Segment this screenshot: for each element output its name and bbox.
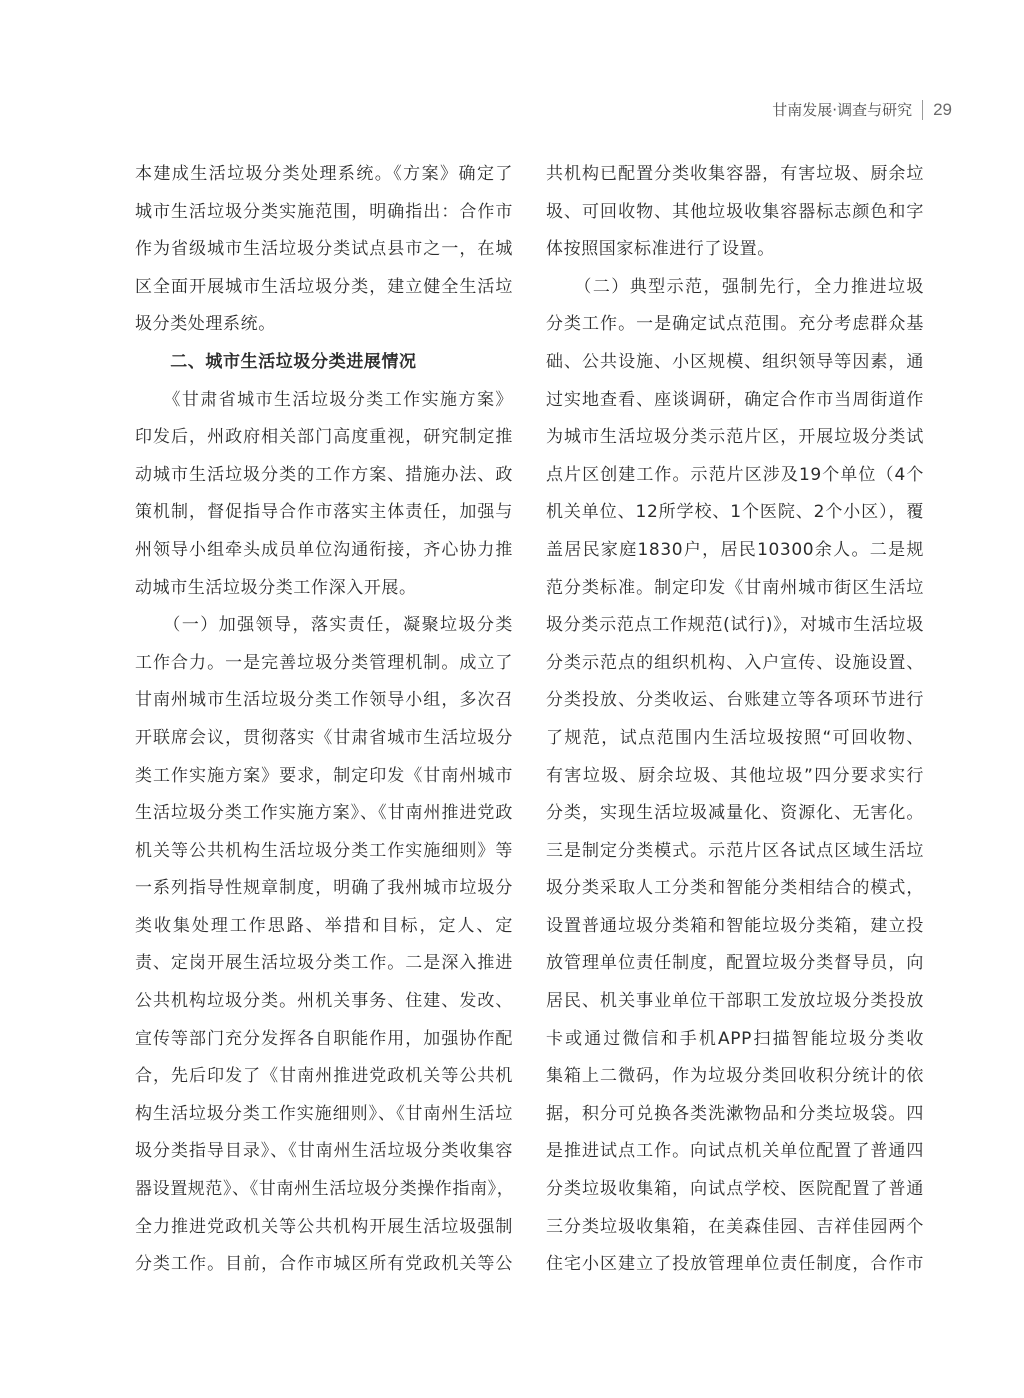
text-line: 区全面开展城市生活垃圾分类，建立健全生活垃 [135,276,513,297]
text-line: 器设置规范》、《甘南州生活垃圾分类操作指南》， [135,1179,515,1200]
text-line: （一）加强领导，落实责任，凝聚垃圾分类 [135,615,513,636]
text-line: 共机构已配置分类收集容器，有害垃圾、厨余垃 [546,164,924,184]
text-line: 三分类垃圾收集箱，在美森佳园、吉祥佳园两个 [546,1216,924,1237]
text-line: 圾分类指导目录》、《甘南州生活垃圾分类收集容 [135,1141,513,1162]
text-line: 圾分类处理系统。 [135,314,276,335]
text-line: 宣传等部门充分发挥各自职能作用，加强协作配 [135,1028,513,1049]
text-line: 放管理单位责任制度，配置垃圾分类督导员，向 [546,953,924,974]
text-line: 过实地查看、座谈调研，确定合作市当周街道作 [546,389,924,410]
running-title: 甘南发展·调查与研究 [772,101,913,119]
text-line: 开联席会议，贯彻落实《甘肃省城市生活垃圾分 [135,727,513,748]
text-line: 构生活垃圾分类工作实施细则》、《甘南州生活垃 [135,1103,513,1124]
text-line: 全力推进党政机关等公共机构开展生活垃圾强制 [135,1216,513,1237]
text-line: 州领导小组牵头成员单位沟通衔接，齐心协力推 [135,539,513,560]
text-line: 类收集处理工作思路、举措和目标，定人、定 [135,915,513,936]
text-line: 动城市生活垃圾分类工作深入开展。 [135,577,417,598]
text-line: 盖居民家庭1830户，居民10300余人。二是规 [546,539,924,560]
text-line: 圾、可回收物、其他垃圾收集容器标志颜色和字 [546,201,924,222]
section-heading: 二、城市生活垃圾分类进展情况 [135,351,417,372]
text-line: 点片区创建工作。示范片区涉及19个单位（4个 [546,464,924,485]
text-line: 分类，实现生活垃圾减量化、资源化、无害化。 [546,803,924,824]
text-line: 圾分类示范点工作规范(试行)》，对城市生活垃圾 [546,615,924,636]
text-line: 机关等公共机构生活垃圾分类工作实施细则》等 [135,840,513,861]
right-column [546,156,924,1284]
text-line: 策机制，督促指导合作市落实主体责任，加强与 [135,502,513,523]
text-line: 甘南州城市生活垃圾分类工作领导小组，多次召 [135,690,513,711]
text-line: 住宅小区建立了投放管理单位责任制度，合作市 [546,1254,924,1275]
text-line: 据，积分可兑换各类洗漱物品和分类垃圾袋。四 [546,1103,924,1124]
text-line: 机关单位、12所学校、1个医院、2个小区），覆 [546,502,924,523]
text-line: 了规范，试点范围内生活垃圾按照“可回收物、 [546,727,924,748]
text-line: 集箱上二微码，作为垃圾分类回收积分统计的依 [546,1066,924,1087]
text-line: 动城市生活垃圾分类的工作方案、措施办法、政 [135,464,513,485]
page-number: 29 [933,99,952,119]
text-line: 责、定岗开展生活垃圾分类工作。二是深入推进 [135,953,513,974]
text-line: 是推进试点工作。向试点机关单位配置了普通四 [546,1141,924,1162]
text-line: 城市生活垃圾分类实施范围，明确指出：合作市 [135,201,513,222]
text-line: 设置普通垃圾分类箱和智能垃圾分类箱，建立投 [546,915,924,936]
text-line: 《甘肃省城市生活垃圾分类工作实施方案》 [135,389,513,410]
text-line: 分类投放、分类收运、台账建立等各项环节进行 [546,690,924,711]
text-line: 体按照国家标准进行了设置。 [546,239,775,260]
text-line: 为城市生活垃圾分类示范片区，开展垃圾分类试 [546,427,924,448]
header-divider [922,100,923,120]
text-line: 居民、机关事业单位干部职工发放垃圾分类投放 [546,991,924,1012]
text-line: （二）典型示范，强制先行，全力推进垃圾 [546,276,924,297]
text-line: 分类示范点的组织机构、入户宣传、设施设置、 [546,652,924,673]
text-line: 分类工作。目前，合作市城区所有党政机关等公 [135,1254,513,1275]
text-line: 范分类标准。制定印发《甘南州城市街区生活垃 [546,577,924,598]
text-line: 工作合力。一是完善垃圾分类管理机制。成立了 [135,652,513,673]
text-line: 公共机构垃圾分类。州机关事务、住建、发改、 [135,991,513,1012]
text-line: 作为省级城市生活垃圾分类试点县市之一，在城 [135,239,513,260]
text-line: 础、公共设施、小区规模、组织领导等因素，通 [546,351,924,372]
text-line: 卡或通过微信和手机APP扫描智能垃圾分类收 [546,1028,924,1049]
running-header [772,99,952,120]
text-line: 本建成生活垃圾分类处理系统。《方案》确定了 [135,164,513,184]
text-line: 三是制定分类模式。示范片区各试点区域生活垃 [546,840,924,861]
text-line: 生活垃圾分类工作实施方案》、《甘南州推进党政 [135,803,513,824]
text-line: 分类工作。一是确定试点范围。充分考虑群众基 [546,314,924,335]
text-line: 印发后，州政府相关部门高度重视，研究制定推 [135,427,513,448]
text-line: 分类垃圾收集箱，向试点学校、医院配置了普通 [546,1179,924,1200]
text-line: 合，先后印发了《甘南州推进党政机关等公共机 [135,1066,513,1087]
left-column [135,156,513,1284]
text-line: 圾分类采取人工分类和智能分类相结合的模式， [546,878,924,899]
text-line: 类工作实施方案》要求，制定印发《甘南州城市 [135,765,513,786]
text-line: 一系列指导性规章制度，明确了我州城市垃圾分 [135,878,513,899]
text-line: 有害垃圾、厨余垃圾、其他垃圾”四分要求实行 [546,765,924,786]
